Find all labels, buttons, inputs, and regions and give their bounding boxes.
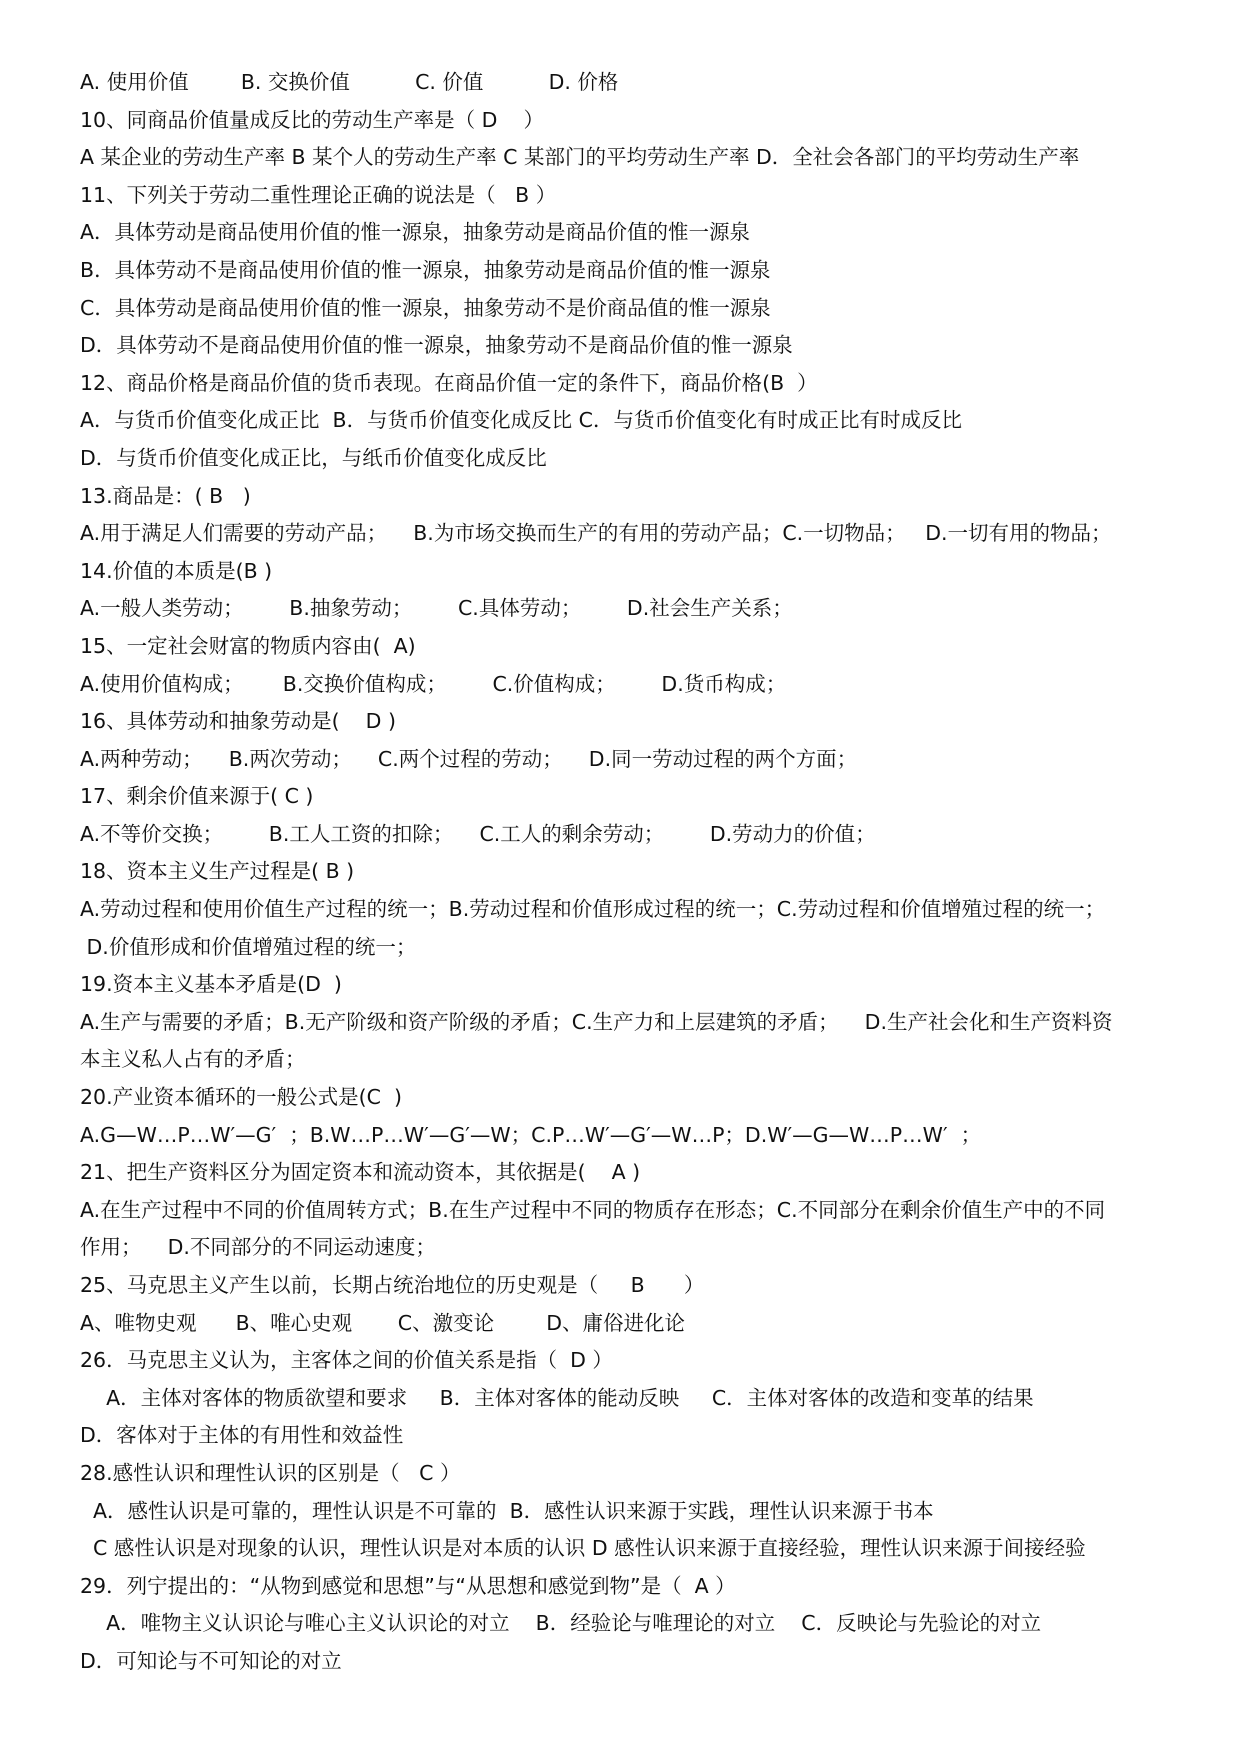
text-line: A、唯物史观 B、唯心史观 C、激变论 D、庸俗进化论 <box>80 1310 686 1335</box>
question-13: 13.商品是：( B ) <box>80 483 251 508</box>
text-line: A.两种劳动； B.两次劳动； C.两个过程的劳动； D.同一劳动过程的两个方面； <box>80 746 858 771</box>
question-12: 12、商品价格是商品价值的货币表现。在商品价值一定的条件下，商品价格(B ） <box>80 370 818 395</box>
question-16: 16、具体劳动和抽象劳动是( D ) <box>80 709 396 734</box>
text-line: D．与货币价值变化成正比，与纸币价值变化成反比 <box>80 445 547 470</box>
question-29: 29．列宁提出的：“从物到感觉和思想”与“从思想和感觉到物”是（ A ） <box>80 1573 736 1598</box>
text-line: A.用于满足人们需要的劳动产品； B.为市场交换而生产的有用的劳动产品；C.一切物品； D.一切有用的物品； <box>80 521 1112 546</box>
text-line: A 某企业的劳动生产率 B 某个人的劳动生产率 C 某部门的平均劳动生产率 D．全社会各部门的平均劳动生产率 <box>80 145 1080 170</box>
text-line: D.价值形成和价值增殖过程的统一； <box>80 934 417 959</box>
exam-page <box>80 64 1180 1681</box>
question-10: 10、同商品价值量成反比的劳动生产率是（ D ） <box>80 107 544 132</box>
text-line: A.使用价值构成； B.交换价值构成； C.价值构成； D.货币构成； <box>80 671 787 696</box>
text-line: A. 使用价值 B. 交换价值 C. 价值 D. 价格 <box>80 70 619 94</box>
text-line: C 感性认识是对现象的认识，理性认识是对本质的认识 D 感性认识来源于直接经验，理性认识来源于间接经验 <box>80 1536 1086 1561</box>
text-line: D．可知论与不可知论的对立 <box>80 1648 342 1673</box>
text-line: A.不等价交换； B.工人工资的扣除； C.工人的剩余劳动； D.劳动力的价值； <box>80 821 876 846</box>
text-line: A.生产与需要的矛盾；B.无产阶级和资产阶级的矛盾；C.生产力和上层建筑的矛盾； D.生产社会化和生产资料资 <box>80 1009 1113 1034</box>
question-19: 19.资本主义基本矛盾是(D ) <box>80 972 342 997</box>
text-line: A．感性认识是可靠的，理性认识是不可靠的 B．感性认识来源于实践，理性认识来源于书本 <box>80 1498 934 1523</box>
question-25: 25、马克思主义产生以前，长期占统治地位的历史观是（ B ） <box>80 1273 705 1297</box>
question-14: 14.价值的本质是(B ) <box>80 558 273 583</box>
text-line: B．具体劳动不是商品使用价值的惟一源泉，抽象劳动是商品价值的惟一源泉 <box>80 257 771 282</box>
text-line: A．主体对客体的物质欲望和要求 B．主体对客体的能动反映 C．主体对客体的改造和变革的结果 <box>80 1385 1034 1410</box>
text-line: A．与货币价值变化成正比 B．与货币价值变化成反比 C．与货币价值变化有时成正比有时成反比 <box>80 408 962 433</box>
text-line: A.在生产过程中不同的价值周转方式；B.在生产过程中不同的物质存在形态；C.不同部分在剩余价值生产中的不同 <box>80 1197 1106 1222</box>
question-26: 26．马克思主义认为，主客体之间的价值关系是指（ D ） <box>80 1348 613 1373</box>
text-line: A．具体劳动是商品使用价值的惟一源泉，抽象劳动是商品价值的惟一源泉 <box>80 220 751 245</box>
text-line: 本主义私人占有的矛盾； <box>80 1047 306 1072</box>
text-line: A.劳动过程和使用价值生产过程的统一；B.劳动过程和价值形成过程的统一；C.劳动过程和价值增殖过程的统一； <box>80 897 1106 922</box>
question-21: 21、把生产资料区分为固定资本和流动资本，其依据是( A ) <box>80 1160 641 1185</box>
question-18: 18、资本主义生产过程是( B ) <box>80 859 355 884</box>
text-line: A.一般人类劳动； B.抽象劳动； C.具体劳动； D.社会生产关系； <box>80 596 793 621</box>
text-line: D．具体劳动不是商品使用价值的惟一源泉，抽象劳动不是商品价值的惟一源泉 <box>80 333 793 358</box>
text-line: C．具体劳动是商品使用价值的惟一源泉，抽象劳动不是价商品值的惟一源泉 <box>80 295 771 320</box>
question-11: 11、下列关于劳动二重性理论正确的说法是（ B ） <box>80 182 557 207</box>
text-line: 作用； D.不同部分的不同运动速度； <box>80 1235 436 1260</box>
question-15: 15、一定社会财富的物质内容由( A) <box>80 633 416 658</box>
text-line: A.G—W…P…W′—G′ ；B.W…P…W′—G′—W；C.P…W′—G′—W…P；D.W′—G—W…P…W′ ； <box>80 1122 982 1147</box>
question-17: 17、剩余价值来源于( C ) <box>80 784 314 809</box>
question-28: 28.感性认识和理性认识的区别是（ C ） <box>80 1460 461 1485</box>
text-line: A．唯物主义认识论与唯心主义认识论的对立 B．经验论与唯理论的对立 C．反映论与先验论的对立 <box>80 1611 1042 1636</box>
text-line: D．客体对于主体的有用性和效益性 <box>80 1423 404 1448</box>
question-20: 20.产业资本循环的一般公式是(C ) <box>80 1085 402 1110</box>
